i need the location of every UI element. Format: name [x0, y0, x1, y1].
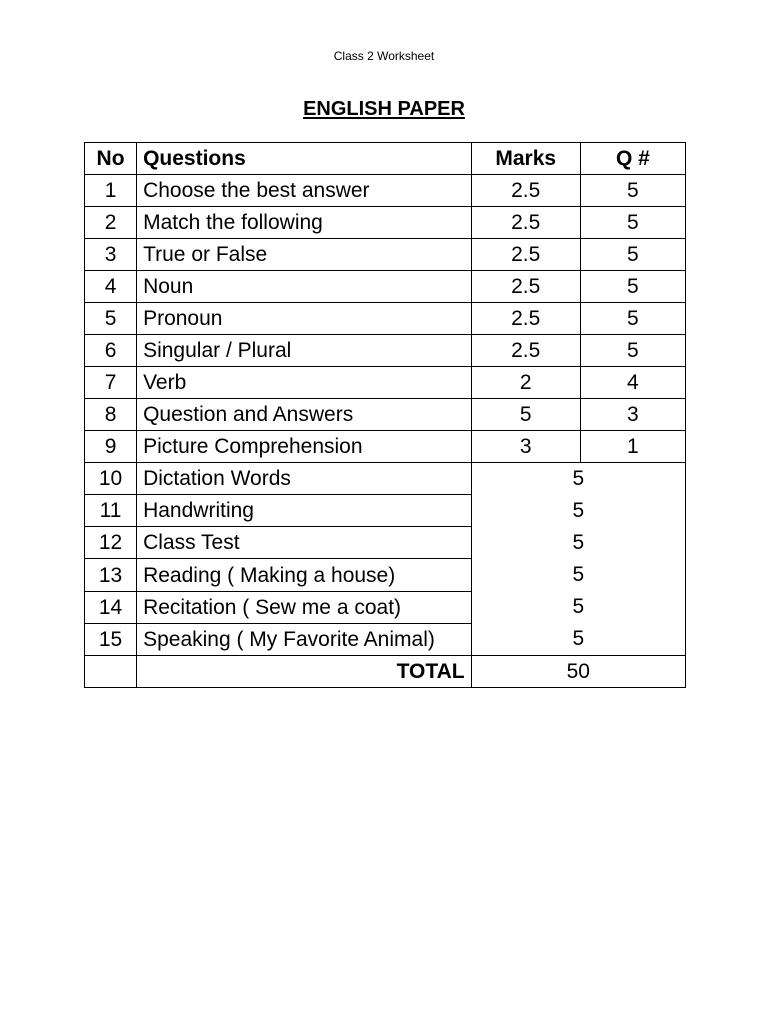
row-question: Match the following — [137, 207, 472, 239]
row-marks: 2 — [471, 367, 580, 399]
row-qcount: 5 — [580, 207, 685, 239]
row-marks: 5 — [572, 499, 585, 522]
row-marks: 5 — [572, 531, 585, 554]
row-marks: 3 — [471, 431, 580, 463]
row-question: Speaking ( My Favorite Animal) — [137, 623, 472, 655]
row-marks: 5 — [572, 563, 585, 586]
row-qcount: 5 — [580, 175, 685, 207]
table-row — [85, 239, 686, 271]
row-number: 14 — [85, 591, 137, 623]
header-questions: Questions — [137, 143, 472, 175]
total-empty-cell — [85, 656, 137, 688]
table-row — [85, 463, 686, 495]
row-question: Verb — [137, 367, 472, 399]
row-question: Reading ( Making a house) — [137, 559, 472, 591]
row-marks: 5 — [471, 399, 580, 431]
row-question: Pronoun — [137, 303, 472, 335]
row-question: Noun — [137, 271, 472, 303]
header-marks: Marks — [471, 143, 580, 175]
worksheet-subtitle: Class 2 Worksheet — [333, 49, 435, 63]
table-row — [85, 335, 686, 367]
row-question: True or False — [137, 239, 472, 271]
total-value: 50 — [471, 656, 685, 688]
table-row — [85, 367, 686, 399]
row-marks: 2.5 — [471, 239, 580, 271]
row-qcount: 4 — [580, 367, 685, 399]
row-question: Picture Comprehension — [137, 431, 472, 463]
row-number: 3 — [85, 239, 137, 271]
row-question: Question and Answers — [137, 399, 472, 431]
page-title — [0, 96, 768, 122]
row-question: Handwriting — [137, 495, 472, 527]
total-row — [85, 656, 686, 688]
table-row — [85, 271, 686, 303]
row-marks: 2.5 — [471, 303, 580, 335]
row-qcount: 3 — [580, 399, 685, 431]
row-marks: 2.5 — [471, 335, 580, 367]
row-marks: 2.5 — [471, 175, 580, 207]
merged-marks-cell — [471, 463, 685, 656]
row-number: 10 — [85, 463, 137, 495]
row-marks: 5 — [572, 595, 585, 618]
row-marks: 2.5 — [471, 207, 580, 239]
page-title-text: ENGLISH PAPER — [303, 98, 465, 120]
row-number: 12 — [85, 527, 137, 559]
row-number: 4 — [85, 271, 137, 303]
total-label: TOTAL — [137, 656, 472, 688]
table-row — [85, 303, 686, 335]
row-number: 2 — [85, 207, 137, 239]
table-body — [85, 175, 686, 688]
row-marks: 5 — [572, 467, 585, 490]
row-number: 1 — [85, 175, 137, 207]
header-no: No — [85, 143, 137, 175]
table-header-row — [85, 143, 686, 175]
row-qcount: 1 — [580, 431, 685, 463]
row-qcount: 5 — [580, 271, 685, 303]
table-row — [85, 431, 686, 463]
row-question: Choose the best answer — [137, 175, 472, 207]
row-number: 8 — [85, 399, 137, 431]
header-qnum: Q # — [580, 143, 685, 175]
table-row — [85, 175, 686, 207]
table-row — [85, 399, 686, 431]
row-qcount: 5 — [580, 335, 685, 367]
row-number: 9 — [85, 431, 137, 463]
row-question: Singular / Plural — [137, 335, 472, 367]
table-row — [85, 207, 686, 239]
row-number: 6 — [85, 335, 137, 367]
row-number: 11 — [85, 495, 137, 527]
marks-table — [84, 142, 686, 688]
row-number: 7 — [85, 367, 137, 399]
row-marks: 5 — [572, 627, 585, 650]
row-question: Class Test — [137, 527, 472, 559]
row-number: 5 — [85, 303, 137, 335]
row-qcount: 5 — [580, 303, 685, 335]
row-question: Recitation ( Sew me a coat) — [137, 591, 472, 623]
row-number: 13 — [85, 559, 137, 591]
row-number: 15 — [85, 623, 137, 655]
row-qcount: 5 — [580, 239, 685, 271]
row-marks: 2.5 — [471, 271, 580, 303]
row-question: Dictation Words — [137, 463, 472, 495]
